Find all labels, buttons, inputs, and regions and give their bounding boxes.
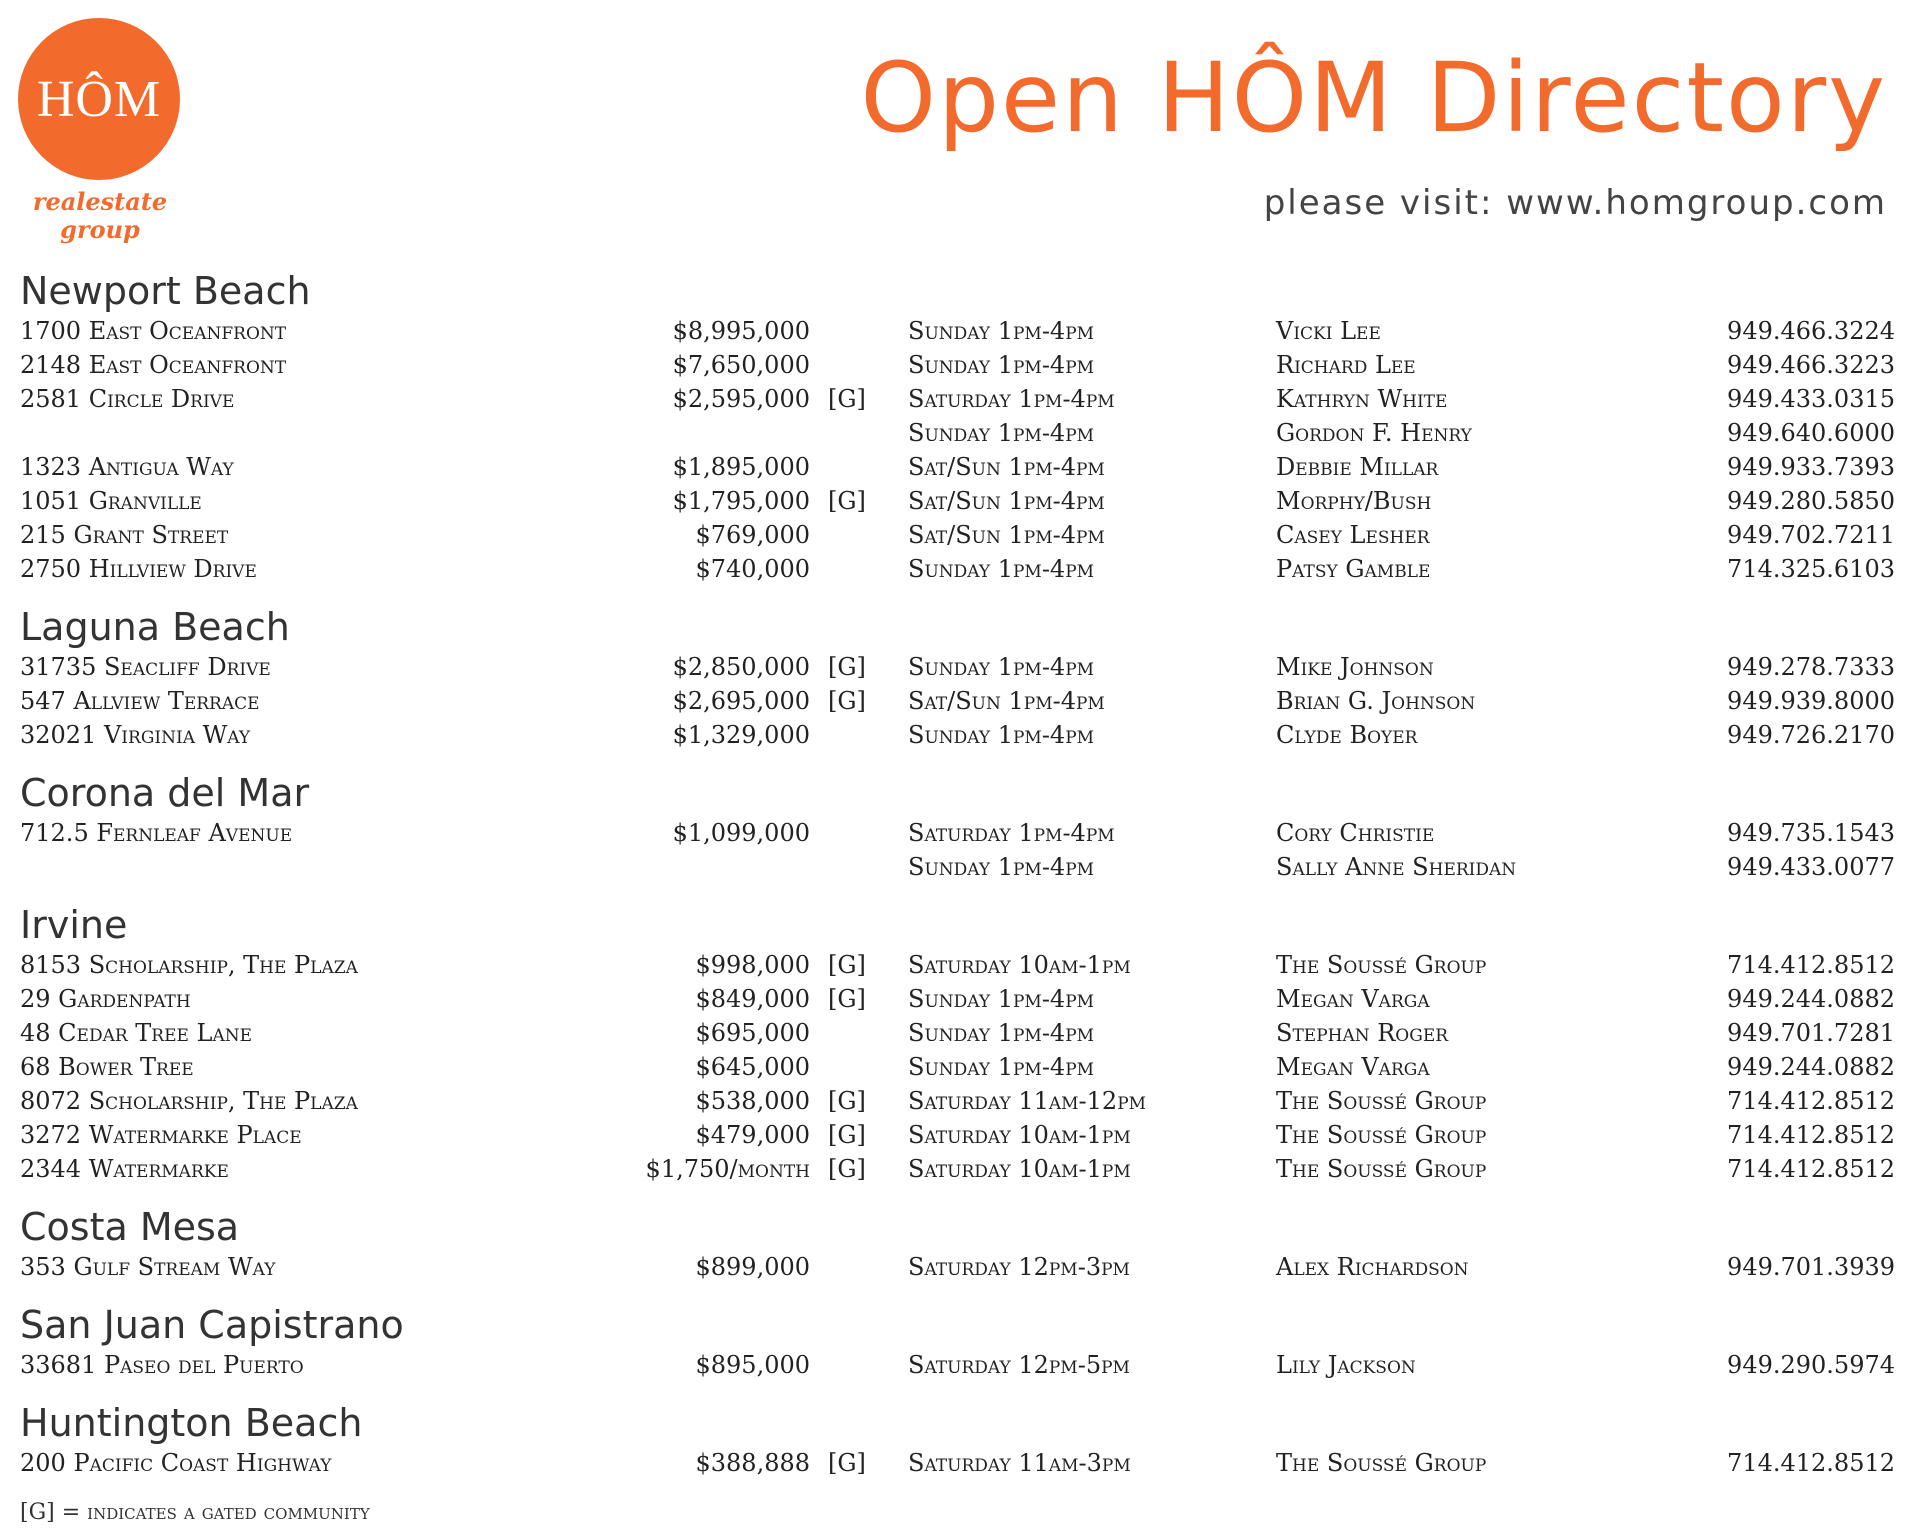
listing-address: 1323 Antigua Way (20, 453, 234, 481)
gated-marker: [G] (828, 653, 866, 681)
listing-address: 33681 Paseo del Puerto (20, 1351, 304, 1379)
listing-address: 2148 East Oceanfront (20, 351, 287, 379)
logo-sub-line2: group (60, 215, 140, 244)
listing-row (20, 450, 1895, 484)
listing-row (20, 1084, 1895, 1118)
listing-address: 200 Pacific Coast Highway (20, 1449, 332, 1477)
listing-row (20, 982, 1895, 1016)
listing-address: 29 Gardenpath (20, 985, 191, 1013)
listing-address: 2344 Watermarke (20, 1155, 229, 1183)
agent-name: Megan Varga (1276, 985, 1430, 1013)
agent-name: Brian G. Johnson (1276, 687, 1476, 715)
listing-price: $2,695,000 (672, 687, 810, 715)
listing-address: 68 Bower Tree (20, 1053, 194, 1081)
agent-phone: 714.325.6103 (1727, 555, 1895, 583)
agent-phone: 949.466.3223 (1727, 351, 1895, 379)
agent-name: Vicki Lee (1276, 317, 1381, 345)
gated-marker: [G] (828, 985, 866, 1013)
listing-price: $849,000 (695, 985, 810, 1013)
listing-row (20, 650, 1895, 684)
open-house-time: Saturday 11am-12pm (908, 1087, 1147, 1115)
agent-phone: 949.702.7211 (1727, 521, 1895, 549)
listing-address: 48 Cedar Tree Lane (20, 1019, 253, 1047)
listing-price: $1,895,000 (672, 453, 810, 481)
listing-row (20, 850, 1895, 884)
agent-name: Morphy/Bush (1276, 487, 1432, 515)
agent-name: Patsy Gamble (1276, 555, 1431, 583)
open-house-time: Saturday 10am-1pm (908, 951, 1131, 979)
section-title: Laguna Beach (20, 605, 290, 649)
section-laguna-beach (20, 604, 1895, 752)
listing-price: $899,000 (695, 1253, 810, 1281)
agent-phone: 949.244.0882 (1727, 985, 1895, 1013)
section-costa-mesa (20, 1204, 1895, 1284)
open-house-time: Sunday 1pm-4pm (908, 985, 1095, 1013)
page-title: Open HÔM Directory (860, 42, 1887, 154)
listing-price: $2,850,000 (672, 653, 810, 681)
agent-phone: 949.933.7393 (1727, 453, 1895, 481)
agent-phone: 949.466.3224 (1727, 317, 1895, 345)
website-link[interactable]: www.homgroup.com (1506, 183, 1887, 223)
agent-name: Stephan Roger (1276, 1019, 1449, 1047)
listing-row (20, 1118, 1895, 1152)
listing-address: 8153 Scholarship, The Plaza (20, 951, 358, 979)
agent-name: The Soussé Group (1276, 1121, 1487, 1149)
agent-phone: 714.412.8512 (1727, 1449, 1895, 1477)
listing-price: $695,000 (695, 1019, 810, 1047)
listing-address: 31735 Seacliff Drive (20, 653, 271, 681)
agent-phone: 949.939.8000 (1727, 687, 1895, 715)
section-newport-beach (20, 268, 1895, 586)
listing-price: $1,750/month (645, 1155, 810, 1183)
listing-row (20, 1152, 1895, 1186)
open-house-time: Saturday 1pm-4pm (908, 385, 1115, 413)
agent-phone: 949.244.0882 (1727, 1053, 1895, 1081)
gated-marker: [G] (828, 687, 866, 715)
listing-directory (20, 268, 1895, 1498)
listing-row (20, 684, 1895, 718)
section-corona-del-mar (20, 770, 1895, 884)
agent-name: The Soussé Group (1276, 1087, 1487, 1115)
listing-address: 1051 Granville (20, 487, 202, 515)
agent-phone: 949.701.7281 (1727, 1019, 1895, 1047)
listing-row (20, 1348, 1895, 1382)
section-san-juan-capistrano (20, 1302, 1895, 1382)
listing-price: $538,000 (695, 1087, 810, 1115)
listing-price: $998,000 (695, 951, 810, 979)
listing-address: 2750 Hillview Drive (20, 555, 257, 583)
listing-address: 32021 Virginia Way (20, 721, 251, 749)
agent-name: Mike Johnson (1276, 653, 1434, 681)
listing-row (20, 718, 1895, 752)
listing-row (20, 382, 1895, 416)
section-title: Newport Beach (20, 269, 311, 313)
open-house-time: Sat/Sun 1pm-4pm (908, 687, 1105, 715)
listing-row (20, 1250, 1895, 1284)
listing-price: $1,099,000 (672, 819, 810, 847)
agent-phone: 949.433.0077 (1727, 853, 1895, 881)
listing-price: $479,000 (695, 1121, 810, 1149)
listing-price: $645,000 (695, 1053, 810, 1081)
section-title: San Juan Capistrano (20, 1303, 404, 1347)
agent-phone: 714.412.8512 (1727, 1121, 1895, 1149)
agent-phone: 949.726.2170 (1727, 721, 1895, 749)
agent-name: Richard Lee (1276, 351, 1416, 379)
gated-marker: [G] (828, 1121, 866, 1149)
listing-row (20, 816, 1895, 850)
listing-price: $2,595,000 (672, 385, 810, 413)
agent-name: Alex Richardson (1276, 1253, 1469, 1281)
listing-row (20, 416, 1895, 450)
agent-name: The Soussé Group (1276, 1155, 1487, 1183)
gated-marker: [G] (828, 951, 866, 979)
agent-phone: 714.412.8512 (1727, 1087, 1895, 1115)
open-house-time: Saturday 11am-3pm (908, 1449, 1131, 1477)
listing-address: 712.5 Fernleaf Avenue (20, 819, 293, 847)
logo-text: HÔM (36, 70, 162, 128)
gated-marker: [G] (828, 1155, 866, 1183)
open-house-time: Saturday 10am-1pm (908, 1155, 1131, 1183)
section-title: Irvine (20, 903, 128, 947)
agent-phone: 949.735.1543 (1727, 819, 1895, 847)
listing-address: 1700 East Oceanfront (20, 317, 287, 345)
listing-price: $740,000 (695, 555, 810, 583)
listing-address: 8072 Scholarship, The Plaza (20, 1087, 358, 1115)
logo-subtitle (20, 188, 180, 244)
visit-label: please visit: (1263, 183, 1494, 223)
open-house-time: Sat/Sun 1pm-4pm (908, 521, 1105, 549)
agent-name: Clyde Boyer (1276, 721, 1418, 749)
agent-name: The Soussé Group (1276, 951, 1487, 979)
section-irvine (20, 902, 1895, 1186)
open-house-time: Sat/Sun 1pm-4pm (908, 453, 1105, 481)
listing-row (20, 552, 1895, 586)
agent-phone: 949.280.5850 (1727, 487, 1895, 515)
agent-phone: 949.640.6000 (1727, 419, 1895, 447)
gated-marker: [G] (828, 487, 866, 515)
section-huntington-beach (20, 1400, 1895, 1480)
listing-row (20, 948, 1895, 982)
listing-address: 3272 Watermarke Place (20, 1121, 302, 1149)
open-house-time: Sunday 1pm-4pm (908, 419, 1095, 447)
listing-address: 2581 Circle Drive (20, 385, 235, 413)
section-title: Huntington Beach (20, 1401, 363, 1445)
open-house-time: Sunday 1pm-4pm (908, 317, 1095, 345)
listing-price: $8,995,000 (672, 317, 810, 345)
listing-row (20, 1050, 1895, 1084)
listing-address: 547 Allview Terrace (20, 687, 260, 715)
logo-sub-line1: realestate (32, 187, 168, 216)
listing-price: $388,888 (695, 1449, 810, 1477)
listing-price: $769,000 (695, 521, 810, 549)
open-house-time: Saturday 1pm-4pm (908, 819, 1115, 847)
open-house-time: Sunday 1pm-4pm (908, 853, 1095, 881)
open-house-time: Sunday 1pm-4pm (908, 1053, 1095, 1081)
listing-price: $1,329,000 (672, 721, 810, 749)
listing-row (20, 518, 1895, 552)
section-title: Corona del Mar (20, 771, 310, 815)
listing-row (20, 1446, 1895, 1480)
open-house-time: Sunday 1pm-4pm (908, 1019, 1095, 1047)
agent-name: Kathryn White (1276, 385, 1448, 413)
open-house-time: Saturday 12pm-5pm (908, 1351, 1130, 1379)
agent-name: Lily Jackson (1276, 1351, 1416, 1379)
open-house-time: Sunday 1pm-4pm (908, 653, 1095, 681)
agent-name: Sally Anne Sheridan (1276, 853, 1517, 881)
agent-name: Gordon F. Henry (1276, 419, 1472, 447)
agent-phone: 949.290.5974 (1727, 1351, 1895, 1379)
section-title: Costa Mesa (20, 1205, 240, 1249)
agent-name: Megan Varga (1276, 1053, 1430, 1081)
listing-row (20, 348, 1895, 382)
gated-marker: [G] (828, 385, 866, 413)
listing-row (20, 484, 1895, 518)
agent-name: The Soussé Group (1276, 1449, 1487, 1477)
gated-marker: [G] (828, 1087, 866, 1115)
gated-marker: [G] (828, 1449, 866, 1477)
listing-row (20, 1016, 1895, 1050)
listing-price: $1,795,000 (672, 487, 810, 515)
visit-line (1264, 183, 1887, 223)
listing-address: 353 Gulf Stream Way (20, 1253, 276, 1281)
agent-name: Cory Christie (1276, 819, 1435, 847)
open-house-time: Saturday 12pm-3pm (908, 1253, 1130, 1281)
agent-phone: 714.412.8512 (1727, 1155, 1895, 1183)
open-house-time: Sunday 1pm-4pm (908, 721, 1095, 749)
open-house-time: Sunday 1pm-4pm (908, 555, 1095, 583)
listing-address: 215 Grant Street (20, 521, 229, 549)
listing-price: $895,000 (695, 1351, 810, 1379)
open-house-time: Sat/Sun 1pm-4pm (908, 487, 1105, 515)
gated-footnote: [G] = indicates a gated community (20, 1500, 370, 1525)
listing-price: $7,650,000 (672, 351, 810, 379)
agent-phone: 949.433.0315 (1727, 385, 1895, 413)
agent-phone: 714.412.8512 (1727, 951, 1895, 979)
agent-name: Casey Lesher (1276, 521, 1430, 549)
agent-name: Debbie Millar (1276, 453, 1439, 481)
open-house-time: Saturday 10am-1pm (908, 1121, 1131, 1149)
agent-phone: 949.278.7333 (1727, 653, 1895, 681)
hom-logo (18, 18, 180, 180)
listing-row (20, 314, 1895, 348)
open-house-time: Sunday 1pm-4pm (908, 351, 1095, 379)
agent-phone: 949.701.3939 (1727, 1253, 1895, 1281)
